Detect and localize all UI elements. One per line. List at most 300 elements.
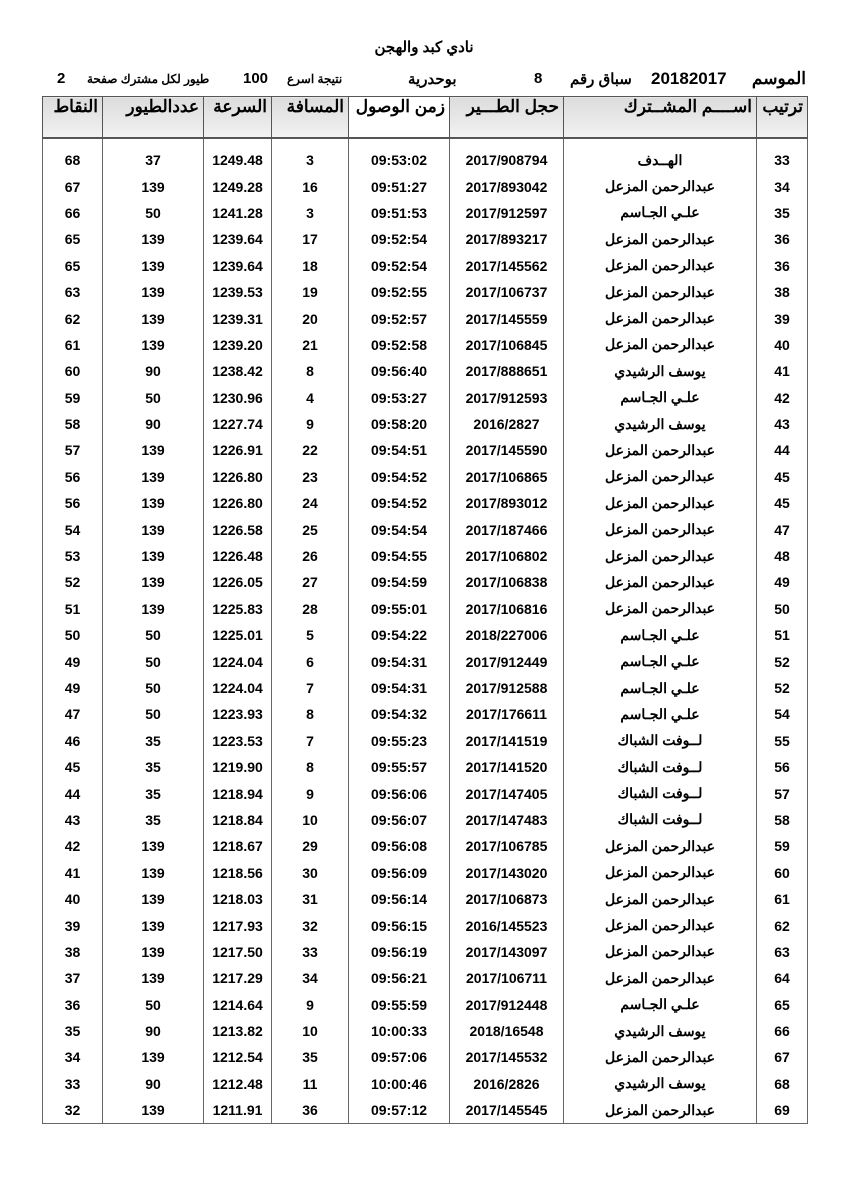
cell-arrival: 09:56:09 (349, 860, 450, 886)
cell-birds: 90 (103, 411, 204, 437)
cell-ring: 2017/893217 (450, 226, 564, 252)
cell-arrival: 09:52:54 (349, 253, 450, 279)
cell-speed: 1226.58 (204, 516, 272, 542)
cell-rank: 69 (757, 1097, 808, 1124)
cell-speed: 1239.20 (204, 332, 272, 358)
cell-speed: 1218.94 (204, 780, 272, 806)
cell-speed: 1212.54 (204, 1044, 272, 1070)
cell-name: الهــدف (564, 147, 757, 173)
cell-ring: 2017/912449 (450, 648, 564, 674)
cell-points: 35 (43, 1018, 103, 1044)
cell-name: عبدالرحمن المزعل (564, 939, 757, 965)
cell-ring: 2017/908794 (450, 147, 564, 173)
cell-distance: 19 (272, 279, 349, 305)
cell-birds: 139 (103, 437, 204, 463)
table-row (43, 992, 808, 1018)
cell-birds: 50 (103, 385, 204, 411)
cell-speed: 1241.28 (204, 200, 272, 226)
cell-ring: 2017/893012 (450, 490, 564, 516)
cell-ring: 2017/187466 (450, 516, 564, 542)
table-row (43, 939, 808, 965)
cell-points: 38 (43, 939, 103, 965)
cell-arrival: 09:56:15 (349, 912, 450, 938)
cell-ring: 2017/145532 (450, 1044, 564, 1070)
cell-name: لــوفت الشباك (564, 780, 757, 806)
cell-speed: 1211.91 (204, 1097, 272, 1124)
spacer-row (43, 138, 808, 147)
cell-rank: 52 (757, 648, 808, 674)
cell-birds: 139 (103, 886, 204, 912)
cell-name: عبدالرحمن المزعل (564, 464, 757, 490)
cell-speed: 1217.29 (204, 965, 272, 991)
cell-speed: 1226.91 (204, 437, 272, 463)
cell-arrival: 09:56:21 (349, 965, 450, 991)
cell-distance: 7 (272, 728, 349, 754)
cell-speed: 1239.31 (204, 305, 272, 331)
cell-speed: 1223.93 (204, 701, 272, 727)
cell-arrival: 10:00:46 (349, 1071, 450, 1097)
cell-name: يوسف الرشيدي (564, 1071, 757, 1097)
cell-birds: 139 (103, 173, 204, 199)
table-row (43, 332, 808, 358)
cell-rank: 59 (757, 833, 808, 859)
cell-birds: 139 (103, 569, 204, 595)
cell-distance: 4 (272, 385, 349, 411)
cell-name: عبدالرحمن المزعل (564, 279, 757, 305)
cell-name: لــوفت الشباك (564, 728, 757, 754)
table-row (43, 147, 808, 173)
cell-points: 43 (43, 807, 103, 833)
cell-arrival: 09:56:06 (349, 780, 450, 806)
table-row (43, 385, 808, 411)
cell-distance: 28 (272, 596, 349, 622)
cell-arrival: 10:00:33 (349, 1018, 450, 1044)
col-header-speed: السرعة (204, 97, 272, 139)
cell-distance: 3 (272, 200, 349, 226)
cell-speed: 1218.67 (204, 833, 272, 859)
table-header-row (43, 97, 808, 139)
cell-distance: 8 (272, 701, 349, 727)
cell-birds: 139 (103, 490, 204, 516)
cell-speed: 1227.74 (204, 411, 272, 437)
cell-distance: 20 (272, 305, 349, 331)
cell-ring: 2017/141519 (450, 728, 564, 754)
cell-distance: 21 (272, 332, 349, 358)
table-body (43, 138, 808, 1124)
cell-birds: 50 (103, 200, 204, 226)
cell-birds: 90 (103, 1071, 204, 1097)
cell-points: 49 (43, 675, 103, 701)
cell-ring: 2017/143020 (450, 860, 564, 886)
cell-speed: 1238.42 (204, 358, 272, 384)
cell-ring: 2017/912448 (450, 992, 564, 1018)
cell-rank: 51 (757, 622, 808, 648)
col-header-distance: المسافة (272, 97, 349, 139)
cell-arrival: 09:55:57 (349, 754, 450, 780)
cell-points: 54 (43, 516, 103, 542)
cell-rank: 48 (757, 543, 808, 569)
cell-points: 36 (43, 992, 103, 1018)
cell-birds: 139 (103, 833, 204, 859)
cell-arrival: 09:56:14 (349, 886, 450, 912)
cell-name: عبدالرحمن المزعل (564, 490, 757, 516)
cell-rank: 34 (757, 173, 808, 199)
cell-distance: 24 (272, 490, 349, 516)
cell-distance: 10 (272, 1018, 349, 1044)
cell-arrival: 09:54:52 (349, 464, 450, 490)
cell-birds: 139 (103, 279, 204, 305)
cell-name: عبدالرحمن المزعل (564, 226, 757, 252)
cell-arrival: 09:53:27 (349, 385, 450, 411)
season-label: الموسم (751, 69, 806, 88)
cell-name: يوسف الرشيدي (564, 411, 757, 437)
cell-arrival: 09:55:01 (349, 596, 450, 622)
cell-ring: 2017/145545 (450, 1097, 564, 1124)
cell-ring: 2017/176611 (450, 701, 564, 727)
cell-distance: 6 (272, 648, 349, 674)
cell-arrival: 09:54:51 (349, 437, 450, 463)
cell-ring: 2017/912597 (450, 200, 564, 226)
cell-points: 50 (43, 622, 103, 648)
cell-speed: 1218.84 (204, 807, 272, 833)
fastest-count: 100 (243, 70, 269, 87)
cell-ring: 2016/2827 (450, 411, 564, 437)
cell-arrival: 09:54:54 (349, 516, 450, 542)
cell-speed: 1226.80 (204, 490, 272, 516)
cell-birds: 139 (103, 939, 204, 965)
cell-distance: 32 (272, 912, 349, 938)
fastest-label: نتيجة اسرع (287, 72, 343, 86)
cell-points: 63 (43, 279, 103, 305)
cell-ring: 2016/2826 (450, 1071, 564, 1097)
cell-ring: 2017/147483 (450, 807, 564, 833)
cell-name: علـي الجـاسم (564, 648, 757, 674)
cell-speed: 1249.48 (204, 147, 272, 173)
cell-speed: 1224.04 (204, 648, 272, 674)
table-row (43, 807, 808, 833)
cell-arrival: 09:56:08 (349, 833, 450, 859)
cell-arrival: 09:52:58 (349, 332, 450, 358)
cell-birds: 35 (103, 807, 204, 833)
cell-rank: 61 (757, 886, 808, 912)
cell-ring: 2017/106816 (450, 596, 564, 622)
cell-speed: 1218.56 (204, 860, 272, 886)
cell-arrival: 09:51:27 (349, 173, 450, 199)
cell-name: علـي الجـاسم (564, 675, 757, 701)
cell-points: 32 (43, 1097, 103, 1124)
table-row (43, 596, 808, 622)
cell-ring: 2017/145559 (450, 305, 564, 331)
cell-distance: 22 (272, 437, 349, 463)
club-title: نادي كبد والهجن (374, 39, 474, 56)
cell-arrival: 09:51:53 (349, 200, 450, 226)
cell-arrival: 09:52:57 (349, 305, 450, 331)
cell-rank: 54 (757, 701, 808, 727)
cell-points: 53 (43, 543, 103, 569)
cell-points: 40 (43, 886, 103, 912)
table-row (43, 358, 808, 384)
cell-arrival: 09:54:32 (349, 701, 450, 727)
cell-points: 47 (43, 701, 103, 727)
cell-points: 60 (43, 358, 103, 384)
cell-distance: 33 (272, 939, 349, 965)
cell-points: 67 (43, 173, 103, 199)
cell-speed: 1214.64 (204, 992, 272, 1018)
cell-name: علـي الجـاسم (564, 200, 757, 226)
cell-birds: 35 (103, 780, 204, 806)
cell-points: 62 (43, 305, 103, 331)
cell-rank: 52 (757, 675, 808, 701)
cell-name: يوسف الرشيدي (564, 1018, 757, 1044)
cell-points: 45 (43, 754, 103, 780)
table-row (43, 1018, 808, 1044)
cell-arrival: 09:54:31 (349, 648, 450, 674)
cell-name: عبدالرحمن المزعل (564, 912, 757, 938)
cell-rank: 50 (757, 596, 808, 622)
cell-rank: 36 (757, 253, 808, 279)
cell-arrival: 09:52:54 (349, 226, 450, 252)
cell-points: 41 (43, 860, 103, 886)
cell-rank: 40 (757, 332, 808, 358)
cell-arrival: 09:56:19 (349, 939, 450, 965)
cell-ring: 2017/141520 (450, 754, 564, 780)
cell-speed: 1217.50 (204, 939, 272, 965)
cell-birds: 139 (103, 1044, 204, 1070)
cell-rank: 39 (757, 305, 808, 331)
cell-speed: 1212.48 (204, 1071, 272, 1097)
cell-distance: 11 (272, 1071, 349, 1097)
cell-name: عبدالرحمن المزعل (564, 833, 757, 859)
cell-arrival: 09:54:31 (349, 675, 450, 701)
cell-name: لــوفت الشباك (564, 807, 757, 833)
cell-points: 56 (43, 464, 103, 490)
cell-name: عبدالرحمن المزعل (564, 1044, 757, 1070)
cell-speed: 1213.82 (204, 1018, 272, 1044)
cell-ring: 2017/145562 (450, 253, 564, 279)
cell-distance: 9 (272, 992, 349, 1018)
cell-speed: 1239.64 (204, 226, 272, 252)
cell-points: 52 (43, 569, 103, 595)
col-header-name: اســــم المشــترك (564, 97, 757, 139)
cell-distance: 3 (272, 147, 349, 173)
cell-name: عبدالرحمن المزعل (564, 253, 757, 279)
cell-name: لــوفت الشباك (564, 754, 757, 780)
table-row (43, 675, 808, 701)
col-header-arrival: زمن الوصول (349, 97, 450, 139)
cell-ring: 2017/106838 (450, 569, 564, 595)
table-row (43, 1071, 808, 1097)
cell-distance: 17 (272, 226, 349, 252)
cell-ring: 2016/145523 (450, 912, 564, 938)
cell-name: عبدالرحمن المزعل (564, 516, 757, 542)
table-row (43, 543, 808, 569)
cell-rank: 62 (757, 912, 808, 938)
table-row (43, 912, 808, 938)
cell-rank: 42 (757, 385, 808, 411)
table-row (43, 622, 808, 648)
race-label: سباق رقم (570, 71, 632, 88)
table-row (43, 754, 808, 780)
race-location: بوحدرية (408, 71, 457, 88)
table-row (43, 437, 808, 463)
cell-name: عبدالرحمن المزعل (564, 543, 757, 569)
cell-ring: 2017/106802 (450, 543, 564, 569)
cell-birds: 90 (103, 358, 204, 384)
cell-birds: 139 (103, 464, 204, 490)
cell-rank: 63 (757, 939, 808, 965)
cell-distance: 10 (272, 807, 349, 833)
cell-name: عبدالرحمن المزعل (564, 332, 757, 358)
cell-distance: 9 (272, 780, 349, 806)
race-number: 8 (534, 70, 543, 87)
cell-rank: 43 (757, 411, 808, 437)
cell-birds: 139 (103, 596, 204, 622)
cell-birds: 35 (103, 728, 204, 754)
cell-birds: 139 (103, 332, 204, 358)
cell-arrival: 09:56:07 (349, 807, 450, 833)
cell-name: عبدالرحمن المزعل (564, 437, 757, 463)
cell-points: 51 (43, 596, 103, 622)
cell-speed: 1219.90 (204, 754, 272, 780)
cell-speed: 1226.05 (204, 569, 272, 595)
cell-name: عبدالرحمن المزعل (564, 596, 757, 622)
table-row (43, 464, 808, 490)
cell-distance: 34 (272, 965, 349, 991)
cell-speed: 1230.96 (204, 385, 272, 411)
cell-distance: 29 (272, 833, 349, 859)
cell-rank: 33 (757, 147, 808, 173)
cell-name: علـي الجـاسم (564, 385, 757, 411)
cell-arrival: 09:53:02 (349, 147, 450, 173)
cell-name: عبدالرحمن المزعل (564, 1097, 757, 1124)
cell-arrival: 09:57:12 (349, 1097, 450, 1124)
cell-arrival: 09:52:55 (349, 279, 450, 305)
cell-rank: 58 (757, 807, 808, 833)
cell-birds: 90 (103, 1018, 204, 1044)
cell-points: 42 (43, 833, 103, 859)
cell-ring: 2018/227006 (450, 622, 564, 648)
cell-distance: 30 (272, 860, 349, 886)
cell-points: 68 (43, 147, 103, 173)
table-row (43, 1097, 808, 1124)
col-header-rank: ترتيب (757, 97, 808, 139)
cell-points: 34 (43, 1044, 103, 1070)
cell-name: عبدالرحمن المزعل (564, 305, 757, 331)
cell-points: 61 (43, 332, 103, 358)
cell-ring: 2017/912588 (450, 675, 564, 701)
table-row (43, 965, 808, 991)
cell-arrival: 09:56:40 (349, 358, 450, 384)
cell-rank: 45 (757, 464, 808, 490)
cell-birds: 139 (103, 305, 204, 331)
cell-name: علـي الجـاسم (564, 992, 757, 1018)
cell-arrival: 09:54:55 (349, 543, 450, 569)
table-row (43, 173, 808, 199)
cell-speed: 1239.64 (204, 253, 272, 279)
cell-points: 46 (43, 728, 103, 754)
cell-distance: 8 (272, 358, 349, 384)
cell-distance: 27 (272, 569, 349, 595)
cell-birds: 50 (103, 675, 204, 701)
cell-birds: 139 (103, 253, 204, 279)
cell-points: 44 (43, 780, 103, 806)
cell-points: 39 (43, 912, 103, 938)
cell-rank: 36 (757, 226, 808, 252)
cell-speed: 1225.83 (204, 596, 272, 622)
cell-ring: 2017/888651 (450, 358, 564, 384)
cell-distance: 31 (272, 886, 349, 912)
table-row (43, 833, 808, 859)
cell-distance: 36 (272, 1097, 349, 1124)
cell-ring: 2017/893042 (450, 173, 564, 199)
cell-arrival: 09:54:52 (349, 490, 450, 516)
cell-speed: 1226.48 (204, 543, 272, 569)
cell-rank: 60 (757, 860, 808, 886)
cell-rank: 41 (757, 358, 808, 384)
cell-ring: 2017/145590 (450, 437, 564, 463)
cell-points: 57 (43, 437, 103, 463)
cell-name: يوسف الرشيدي (564, 358, 757, 384)
cell-arrival: 09:58:20 (349, 411, 450, 437)
cell-rank: 35 (757, 200, 808, 226)
cell-ring: 2017/912593 (450, 385, 564, 411)
cell-points: 59 (43, 385, 103, 411)
cell-speed: 1249.28 (204, 173, 272, 199)
cell-arrival: 09:55:59 (349, 992, 450, 1018)
cell-speed: 1224.04 (204, 675, 272, 701)
table-row (43, 701, 808, 727)
cell-distance: 23 (272, 464, 349, 490)
col-header-points: النقاط (43, 97, 103, 139)
cell-rank: 38 (757, 279, 808, 305)
table-row (43, 516, 808, 542)
table-row (43, 200, 808, 226)
cell-rank: 68 (757, 1071, 808, 1097)
cell-points: 66 (43, 200, 103, 226)
table-row (43, 1044, 808, 1070)
table-row (43, 569, 808, 595)
cell-speed: 1218.03 (204, 886, 272, 912)
cell-speed: 1239.53 (204, 279, 272, 305)
cell-birds: 139 (103, 226, 204, 252)
cell-ring: 2017/106865 (450, 464, 564, 490)
page-number: 2 (57, 70, 66, 87)
cell-ring: 2017/106737 (450, 279, 564, 305)
col-header-birds: عددالطيور (103, 97, 204, 139)
cell-rank: 45 (757, 490, 808, 516)
cell-birds: 35 (103, 754, 204, 780)
cell-speed: 1217.93 (204, 912, 272, 938)
cell-rank: 65 (757, 992, 808, 1018)
cell-ring: 2018/16548 (450, 1018, 564, 1044)
cell-points: 58 (43, 411, 103, 437)
table-row (43, 490, 808, 516)
cell-points: 37 (43, 965, 103, 991)
results-table (42, 96, 808, 1124)
cell-distance: 35 (272, 1044, 349, 1070)
cell-birds: 139 (103, 860, 204, 886)
cell-points: 56 (43, 490, 103, 516)
table-row (43, 411, 808, 437)
cell-rank: 57 (757, 780, 808, 806)
cell-name: عبدالرحمن المزعل (564, 886, 757, 912)
cell-birds: 139 (103, 1097, 204, 1124)
cell-name: علـي الجـاسم (564, 622, 757, 648)
table-row (43, 886, 808, 912)
cell-distance: 8 (272, 754, 349, 780)
cell-speed: 1226.80 (204, 464, 272, 490)
cell-rank: 66 (757, 1018, 808, 1044)
